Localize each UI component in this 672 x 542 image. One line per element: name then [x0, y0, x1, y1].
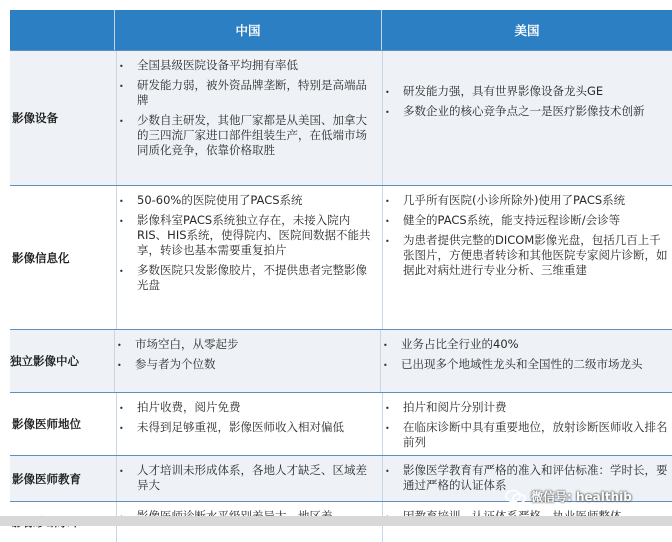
- list-item: • 研发能力强，具有世界影像设备龙头GE: [385, 84, 604, 98]
- header-china: 中国: [114, 10, 381, 50]
- list-item: • 业务占比全行业的40%: [383, 337, 519, 351]
- watermark-text: 微信号: healthib: [531, 490, 632, 504]
- list-item: • 50-60%的医院使用了PACS系统: [119, 193, 303, 207]
- bullet-icon: •: [117, 361, 122, 370]
- bullet-icon: •: [385, 237, 390, 246]
- row-imaging-informatization: [10, 185, 672, 329]
- list-item: • 少数自主研发，其他厂家都是从美国、加拿大的三四流厂家进口部件组装生产，在低端市场同质化竞争，依靠价格取胜: [119, 113, 367, 157]
- bullet-icon: •: [119, 217, 124, 226]
- list-item: • 多数企业的核心竞争点之一是医疗影像技术创新: [385, 104, 645, 118]
- list-item: • 参与者为个位数: [117, 357, 216, 371]
- us-cell: [382, 393, 672, 455]
- china-cell: [116, 51, 382, 185]
- row-label: 影像医师教育: [12, 471, 81, 486]
- bullet-icon: •: [385, 108, 390, 117]
- china-cell: [116, 393, 382, 455]
- china-cell: [116, 186, 382, 329]
- list-item: • 全国县级医院设备平均拥有率低: [119, 58, 298, 72]
- bullet-icon: •: [119, 424, 124, 433]
- list-item: • 研发能力弱，被外资品牌垄断，特别是高端品牌: [119, 78, 367, 107]
- bullet-icon: •: [385, 197, 390, 206]
- watermark: [505, 488, 632, 505]
- list-item: • 已出现多个地域性龙头和全国性的二级市场龙头: [383, 357, 643, 371]
- list-item: • 拍片和阅片分别计费: [385, 400, 507, 414]
- bullet-icon: •: [383, 361, 388, 370]
- row-label: 影像信息化: [12, 250, 70, 265]
- bullet-icon: •: [383, 341, 388, 350]
- row-label: 影像设备: [12, 111, 58, 125]
- list-item: • 未得到足够重视，影像医师收入相对偏低: [119, 420, 344, 434]
- bullet-icon: •: [385, 217, 390, 226]
- china-cell: [114, 330, 380, 392]
- header-us: 美国: [381, 10, 672, 50]
- us-cell: [382, 51, 672, 185]
- bullet-icon: •: [119, 467, 124, 476]
- list-item: • 影像科室PACS系统独立存在，未接入院内RIS、HIS系统，使得院内、医院间数据不能共享，转诊也基本需要重复拍片: [119, 213, 371, 257]
- bullet-icon: •: [119, 197, 124, 206]
- table-header: [10, 10, 672, 50]
- bullet-icon: •: [119, 82, 124, 91]
- bullet-icon: •: [385, 404, 390, 413]
- row-label: 独立影像中心: [10, 354, 79, 368]
- bullet-icon: •: [119, 404, 124, 413]
- list-item: • 健全的PACS系统，能支持远程诊断/会诊等: [385, 213, 621, 227]
- comparison-table: [10, 10, 672, 542]
- wechat-icon: [505, 489, 527, 505]
- bullet-icon: •: [119, 267, 124, 276]
- row-independent-imaging-center: [10, 329, 672, 392]
- row-label: 影像医师地位: [12, 417, 81, 431]
- us-cell: [382, 186, 672, 329]
- us-cell: [380, 330, 670, 392]
- china-cell: [116, 456, 382, 501]
- list-item: • 在临床诊断中具有重要地位，放射诊断医师收入排名前列: [385, 420, 668, 449]
- row-radiologist-status: [10, 392, 672, 455]
- list-item: • 为患者提供完整的DICOM影像光盘，包括几百上千张图片，方便患者转诊和其他医院专家阅片诊断，如据此对病灶进行专业分析、三维重建: [385, 233, 668, 277]
- bullet-icon: •: [119, 117, 124, 126]
- header-blank: [10, 10, 114, 50]
- bullet-icon: •: [117, 341, 122, 350]
- bullet-icon: •: [385, 467, 390, 476]
- bullet-icon: •: [385, 424, 390, 433]
- list-item: • 影像医学教育有严格的准入和评估标准：学时长，要通过严格的认证体系: [385, 463, 668, 492]
- bullet-icon: •: [119, 62, 124, 71]
- bullet-icon: •: [385, 88, 390, 97]
- list-item: • 多数医院只发影像胶片，不提供患者完整影像光盘: [119, 263, 367, 292]
- list-item: • 市场空白，从零起步: [117, 337, 239, 351]
- list-item: • 几乎所有医院(小诊所除外)使用了PACS系统: [385, 193, 626, 207]
- list-item: • 拍片收费，阅片免费: [119, 400, 241, 414]
- row-imaging-equipment: [10, 50, 672, 185]
- bottom-edge: [0, 516, 672, 526]
- list-item: • 人才培训未形成体系，各地人才缺乏、区域差异大: [119, 463, 367, 492]
